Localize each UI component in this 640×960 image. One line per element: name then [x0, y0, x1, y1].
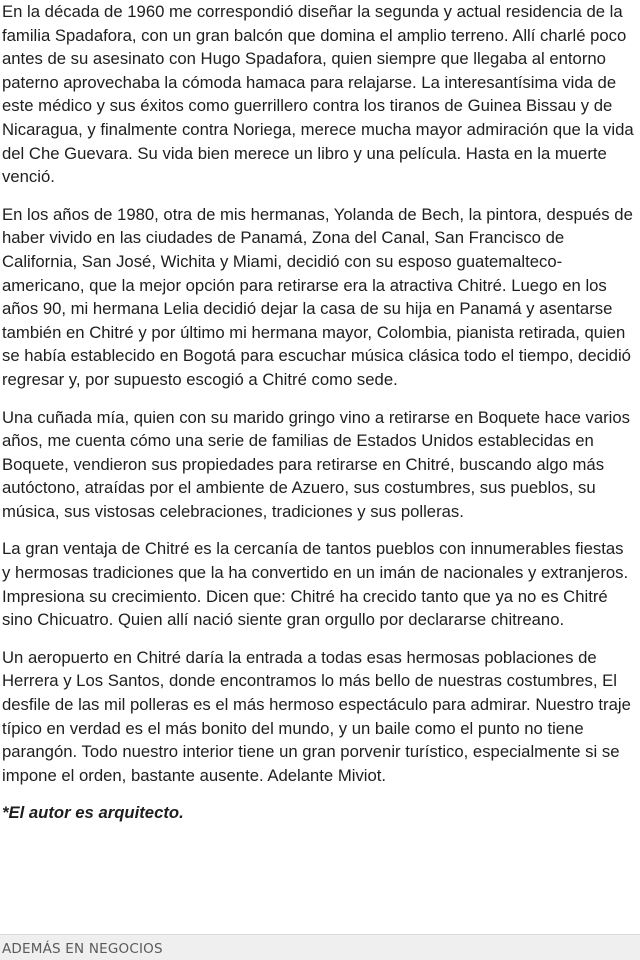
related-section-header [0, 934, 640, 960]
author-note: *El autor es arquitecto. [2, 803, 184, 823]
article-paragraph: En la década de 1960 me correspondió diseñar la segunda y actual residencia de la familia Spadafora, con un gran balcón que domina el amplio terreno. Allí charlé poco antes de su asesinato con Hugo Spadafora, quien siempre que llegaba al entorno paterno aprovechaba la cómoda hamaca para relajarse. La interesantísima vida de este médico y sus éxitos como guerrillero contra los tiranos de Guinea Bissau y de Nicaragua, y finalmente contra Noriega, merece mucha mayor admiración que la vida del Che Guevara. Su vida bien merece un libro y una película. Hasta en la muerte venció. [2, 2, 634, 187]
article-body [2, 0, 636, 839]
article-paragraph: Una cuñada mía, quien con su marido gringo vino a retirarse en Boquete hace varios años, me cuenta cómo una serie de familias de Estados Unidos establecidas en Boquete, vendieron sus propiedades para retirarse en Chitré, buscando algo más autóctono, atraídas por el ambiente de Azuero, sus costumbres, sus pueblos, su música, sus vistosas celebraciones, tradiciones y sus polleras. [2, 407, 631, 521]
article-paragraph: La gran ventaja de Chitré es la cercanía de tantos pueblos con innumerables fiestas y hermosas tradiciones que la ha convertido en un imán de nacionales y extranjeros. Impresiona su crecimiento. Dicen que: Chitré ha crecido tanto que ya no es Chitré sino Chicuatro. Quien allí nació siente gran orgullo por declararse chitreano. [2, 539, 629, 630]
related-section-label: ADEMÁS EN NEGOCIOS [2, 941, 163, 957]
article-paragraph: En los años de 1980, otra de mis hermanas, Yolanda de Bech, la pintora, después de haber vivido en las ciudades de Panamá, Zona del Canal, San Francisco de California, San José, Wichita y Miami, decidió con su esposo guatemalteco-americano, que la mejor opción para retirarse era la atractiva Chitré. Luego en los años 90, mi hermana Lelia decidió dejar la casa de su hija en Panamá y asentarse también en Chitré y por último mi hermana mayor, Colombia, pianista retirada, quien se había establecido en Bogotá para escuchar música clásica todo el tiempo, decidió regresar y, por supuesto escogió a Chitré como sede. [2, 204, 633, 389]
article-paragraph: Un aeropuerto en Chitré daría la entrada a todas esas hermosas poblaciones de Herrera y Los Santos, donde encontramos lo más bello de nuestras costumbres, El desfile de las mil polleras es el más hermoso espectáculo para admirar. Nuestro traje típico en verdad es el más bonito del mundo, y un baile como el punto no tiene parangón. Todo nuestro interior tiene un gran porvenir turístico, especialmente si se impone el orden, bastante ausente. Adelante Miviot. [2, 647, 631, 785]
